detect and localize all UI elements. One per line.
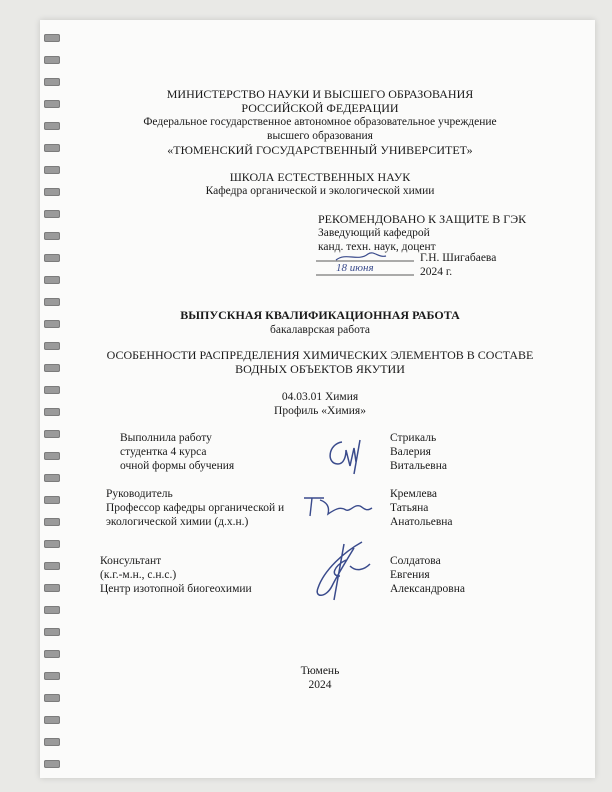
approval-year: 2024 г. [420, 266, 453, 278]
supervisor-signature [300, 488, 380, 522]
supervisor-role1: Руководитель [106, 488, 173, 500]
supervisor-role2: Профессор кафедры органической и [106, 502, 285, 514]
consultant-role1: Консультант [100, 555, 162, 567]
author-signature [320, 436, 370, 476]
approval-head: Заведующий кафедрой [318, 227, 430, 239]
work-subtype: бакалаврская работа [270, 324, 370, 336]
author-firstname: Валерия [390, 446, 431, 458]
author-patronymic: Витальевна [390, 460, 447, 472]
supervisor-patronymic: Анатольевна [390, 516, 453, 528]
consultant-firstname: Евгения [390, 569, 430, 581]
author-surname: Стрикаль [390, 432, 437, 444]
approval-degree: канд. техн. наук, доцент [318, 241, 436, 253]
consultant-signature [304, 536, 384, 606]
work-title-line1: ОСОБЕННОСТИ РАСПРЕДЕЛЕНИЯ ХИМИЧЕСКИХ ЭЛЕМЕНТОВ В СОСТАВЕ [106, 348, 534, 362]
supervisor-role3: экологической химии (д.х.н.) [106, 516, 249, 528]
approval-name: Г.Н. Шигабаева [420, 252, 497, 264]
specialty-profile: Профиль «Химия» [274, 405, 366, 417]
ministry-line2: РОССИЙСКОЙ ФЕДЕРАЦИИ [241, 101, 399, 115]
consultant-role3: Центр изотопной биогеохимии [100, 583, 252, 595]
ministry-line1: МИНИСТЕРСТВО НАУКИ И ВЫСШЕГО ОБРАЗОВАНИЯ [166, 87, 474, 101]
consultant-patronymic: Александровна [390, 583, 465, 595]
consultant-role2: (к.г.-м.н., с.н.с.) [100, 569, 177, 581]
city: Тюмень [300, 665, 340, 677]
institution-type: Федеральное государственное автономное образовательное учреждение [143, 116, 497, 128]
year: 2024 [308, 679, 332, 691]
author-role1: Выполнила работу [120, 432, 212, 444]
work-title-line2: ВОДНЫХ ОБЪЕКТОВ ЯКУТИИ [235, 362, 405, 376]
department-name: Кафедра органической и экологической химии [205, 185, 435, 197]
approval-title: РЕКОМЕНДОВАНО К ЗАЩИТЕ В ГЭК [318, 212, 527, 226]
supervisor-firstname: Татьяна [390, 502, 429, 514]
university-name: «ТЮМЕНСКИЙ ГОСУДАРСТВЕННЫЙ УНИВЕРСИТЕТ» [167, 143, 473, 157]
author-role2: студентка 4 курса [120, 446, 207, 458]
supervisor-surname: Кремлева [390, 488, 438, 500]
author-role3: очной формы обучения [120, 460, 235, 472]
specialty-code: 04.03.01 Химия [281, 391, 359, 403]
institution-level: высшего образования [267, 130, 373, 142]
consultant-surname: Солдатова [390, 555, 441, 567]
approval-date: 18 июня [336, 262, 374, 274]
school-name: ШКОЛА ЕСТЕСТВЕННЫХ НАУК [229, 170, 411, 184]
work-type: ВЫПУСКНАЯ КВАЛИФИКАЦИОННАЯ РАБОТА [180, 308, 460, 322]
